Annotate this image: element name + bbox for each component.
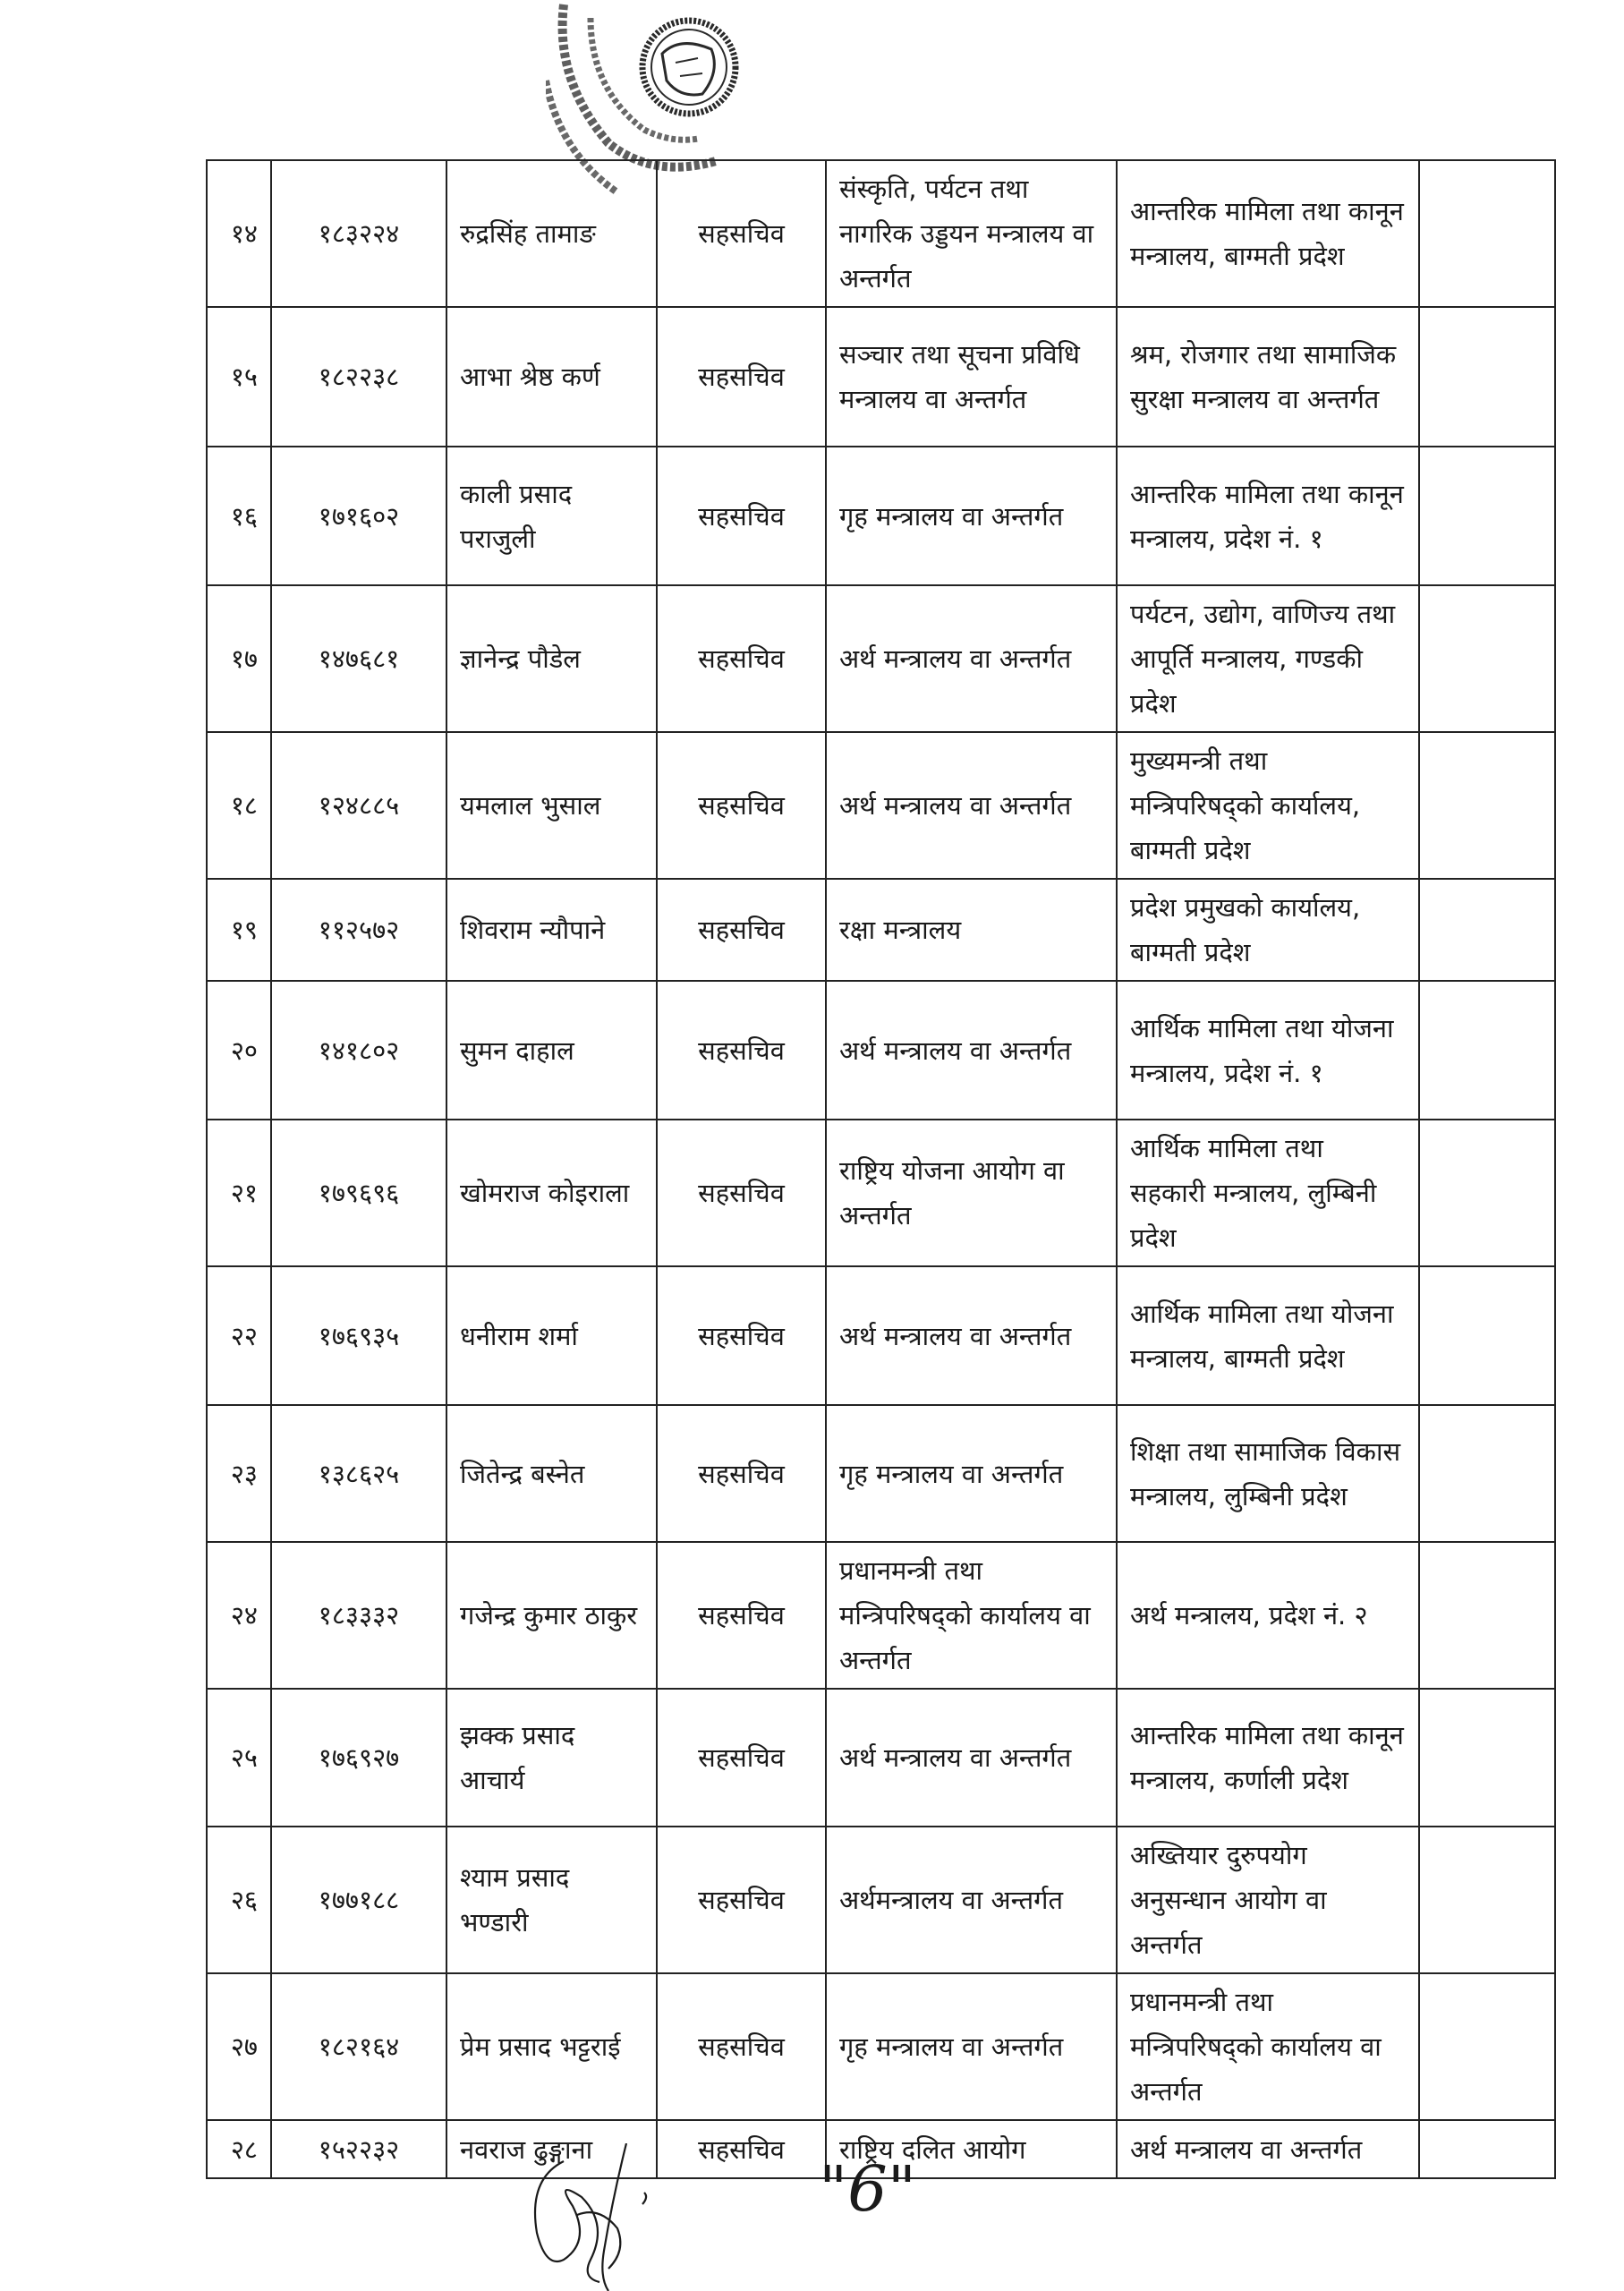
employee-name-cell: रुद्रसिंह तामाङ [446,160,657,307]
from-office-cell: अर्थ मन्त्रालय वा अन्तर्गत [826,1266,1117,1405]
serial-number-cell: २५ [207,1689,271,1827]
employee-name-cell: शिवराम न्यौपाने [446,879,657,981]
employee-name-cell: गजेन्द्र कुमार ठाकुर [446,1542,657,1689]
employee-id-cell: १७७१८८ [271,1827,446,1973]
serial-number-cell: २७ [207,1973,271,2120]
remarks-cell [1419,585,1555,732]
from-office-cell: अर्थ मन्त्रालय वा अन्तर्गत [826,1689,1117,1827]
table-row [207,447,1555,585]
from-office-cell: संस्कृति, पर्यटन तथा नागरिक उड्डयन मन्त्रालय वा अन्तर्गत [826,160,1117,307]
serial-number-cell: १८ [207,732,271,879]
to-office-cell: मुख्यमन्त्री तथा मन्त्रिपरिषद्को कार्यालय, बाग्मती प्रदेश [1117,732,1419,879]
from-office-cell: प्रधानमन्त्री तथा मन्त्रिपरिषद्को कार्यालय वा अन्तर्गत [826,1542,1117,1689]
transfer-table [206,159,1556,2179]
to-office-cell: प्रधानमन्त्री तथा मन्त्रिपरिषद्को कार्यालय वा अन्तर्गत [1117,1973,1419,2120]
post-cell: सहसचिव [657,1827,826,1973]
employee-name-cell: नवराज ढुङ्गाना [446,2120,657,2178]
remarks-cell [1419,732,1555,879]
from-office-cell: अर्थमन्त्रालय वा अन्तर्गत [826,1827,1117,1973]
serial-number-cell: १६ [207,447,271,585]
employee-name-cell: यमलाल भुसाल [446,732,657,879]
table-row [207,1405,1555,1542]
remarks-cell [1419,160,1555,307]
employee-name-cell: प्रेम प्रसाद भट्टराई [446,1973,657,2120]
post-cell: सहसचिव [657,879,826,981]
post-cell: सहसचिव [657,1973,826,2120]
to-office-cell: अर्थ मन्त्रालय, प्रदेश नं. २ [1117,1542,1419,1689]
to-office-cell: अख्तियार दुरुपयोग अनुसन्धान आयोग वा अन्तर्गत [1117,1827,1419,1973]
from-office-cell: गृह मन्त्रालय वा अन्तर्गत [826,1973,1117,2120]
to-office-cell: आन्तरिक मामिला तथा कानून मन्त्रालय, कर्णाली प्रदेश [1117,1689,1419,1827]
employee-id-cell: १८३२२४ [271,160,446,307]
to-office-cell: आर्थिक मामिला तथा सहकारी मन्त्रालय, लुम्बिनी प्रदेश [1117,1120,1419,1266]
employee-id-cell: १८३३३२ [271,1542,446,1689]
remarks-cell [1419,1542,1555,1689]
employee-id-cell: १२४८८५ [271,732,446,879]
table-row [207,1689,1555,1827]
employee-name-cell: खोमराज कोइराला [446,1120,657,1266]
remarks-cell [1419,1827,1555,1973]
serial-number-cell: २० [207,981,271,1120]
post-cell: सहसचिव [657,2120,826,2178]
post-cell: सहसचिव [657,981,826,1120]
from-office-cell: गृह मन्त्रालय वा अन्तर्गत [826,1405,1117,1542]
remarks-cell [1419,1405,1555,1542]
to-office-cell: पर्यटन, उद्योग, वाणिज्य तथा आपूर्ति मन्त्रालय, गण्डकी प्रदेश [1117,585,1419,732]
from-office-cell: अर्थ मन्त्रालय वा अन्तर्गत [826,585,1117,732]
post-cell: सहसचिव [657,1405,826,1542]
serial-number-cell: २२ [207,1266,271,1405]
employee-id-cell: १८२१६४ [271,1973,446,2120]
remarks-cell [1419,1689,1555,1827]
serial-number-cell: २८ [207,2120,271,2178]
employee-name-cell: सुमन दाहाल [446,981,657,1120]
employee-name-cell: आभा श्रेष्ठ कर्ण [446,307,657,447]
table-row [207,1120,1555,1266]
serial-number-cell: २६ [207,1827,271,1973]
serial-number-cell: २१ [207,1120,271,1266]
remarks-cell [1419,1120,1555,1266]
from-office-cell: अर्थ मन्त्रालय वा अन्तर्गत [826,732,1117,879]
serial-number-cell: १७ [207,585,271,732]
to-office-cell: शिक्षा तथा सामाजिक विकास मन्त्रालय, लुम्बिनी प्रदेश [1117,1405,1419,1542]
employee-name-cell: श्याम प्रसाद भण्डारी [446,1827,657,1973]
signature [528,2143,689,2291]
from-office-cell: अर्थ मन्त्रालय वा अन्तर्गत [826,981,1117,1120]
to-office-cell: आर्थिक मामिला तथा योजना मन्त्रालय, बाग्मती प्रदेश [1117,1266,1419,1405]
to-office-cell: श्रम, रोजगार तथा सामाजिक सुरक्षा मन्त्रालय वा अन्तर्गत [1117,307,1419,447]
post-cell: सहसचिव [657,1542,826,1689]
serial-number-cell: १४ [207,160,271,307]
table-row [207,1266,1555,1405]
from-office-cell: गृह मन्त्रालय वा अन्तर्गत [826,447,1117,585]
from-office-cell: राष्ट्रिय योजना आयोग वा अन्तर्गत [826,1120,1117,1266]
table-row [207,879,1555,981]
from-office-cell: सञ्चार तथा सूचना प्रविधि मन्त्रालय वा अन्तर्गत [826,307,1117,447]
to-office-cell: आन्तरिक मामिला तथा कानून मन्त्रालय, बाग्मती प्रदेश [1117,160,1419,307]
employee-id-cell: ११२५७२ [271,879,446,981]
remarks-cell [1419,307,1555,447]
employee-id-cell: १७६९३५ [271,1266,446,1405]
table-row [207,160,1555,307]
post-cell: सहसचिव [657,307,826,447]
post-cell: सहसचिव [657,1120,826,1266]
employee-id-cell: १४७६८१ [271,585,446,732]
to-office-cell: आर्थिक मामिला तथा योजना मन्त्रालय, प्रदेश नं. १ [1117,981,1419,1120]
remarks-cell [1419,1266,1555,1405]
employee-name-cell: जितेन्द्र बस्नेत [446,1405,657,1542]
remarks-cell [1419,981,1555,1120]
remarks-cell [1419,879,1555,981]
page-number: "6" [819,2152,916,2226]
serial-number-cell: २४ [207,1542,271,1689]
table-row [207,732,1555,879]
table-row [207,1973,1555,2120]
to-office-cell: प्रदेश प्रमुखको कार्यालय, बाग्मती प्रदेश [1117,879,1419,981]
table-row [207,1542,1555,1689]
employee-id-cell: १७९६९६ [271,1120,446,1266]
from-office-cell: राष्ट्रिय दलित आयोग [826,2120,1117,2178]
table-row [207,1827,1555,1973]
post-cell: सहसचिव [657,160,826,307]
employee-id-cell: १७६९२७ [271,1689,446,1827]
employee-name-cell: धनीराम शर्मा [446,1266,657,1405]
to-office-cell: अर्थ मन्त्रालय वा अन्तर्गत [1117,2120,1419,2178]
remarks-cell [1419,447,1555,585]
table-row [207,981,1555,1120]
employee-name-cell: काली प्रसाद पराजुली [446,447,657,585]
to-office-cell: आन्तरिक मामिला तथा कानून मन्त्रालय, प्रदेश नं. १ [1117,447,1419,585]
employee-name-cell: ज्ञानेन्द्र पौडेल [446,585,657,732]
serial-number-cell: २३ [207,1405,271,1542]
employee-id-cell: १३८६२५ [271,1405,446,1542]
employee-id-cell: १७१६०२ [271,447,446,585]
serial-number-cell: १९ [207,879,271,981]
remarks-cell [1419,1973,1555,2120]
post-cell: सहसचिव [657,1689,826,1827]
employee-id-cell: १५२२३२ [271,2120,446,2178]
table-row [207,585,1555,732]
post-cell: सहसचिव [657,732,826,879]
employee-name-cell: झक्क प्रसाद आचार्य [446,1689,657,1827]
remarks-cell [1419,2120,1555,2178]
serial-number-cell: १५ [207,307,271,447]
table-row [207,307,1555,447]
employee-id-cell: १८२२३८ [271,307,446,447]
post-cell: सहसचिव [657,1266,826,1405]
employee-id-cell: १४१८०२ [271,981,446,1120]
post-cell: सहसचिव [657,585,826,732]
post-cell: सहसचिव [657,447,826,585]
from-office-cell: रक्षा मन्त्रालय [826,879,1117,981]
